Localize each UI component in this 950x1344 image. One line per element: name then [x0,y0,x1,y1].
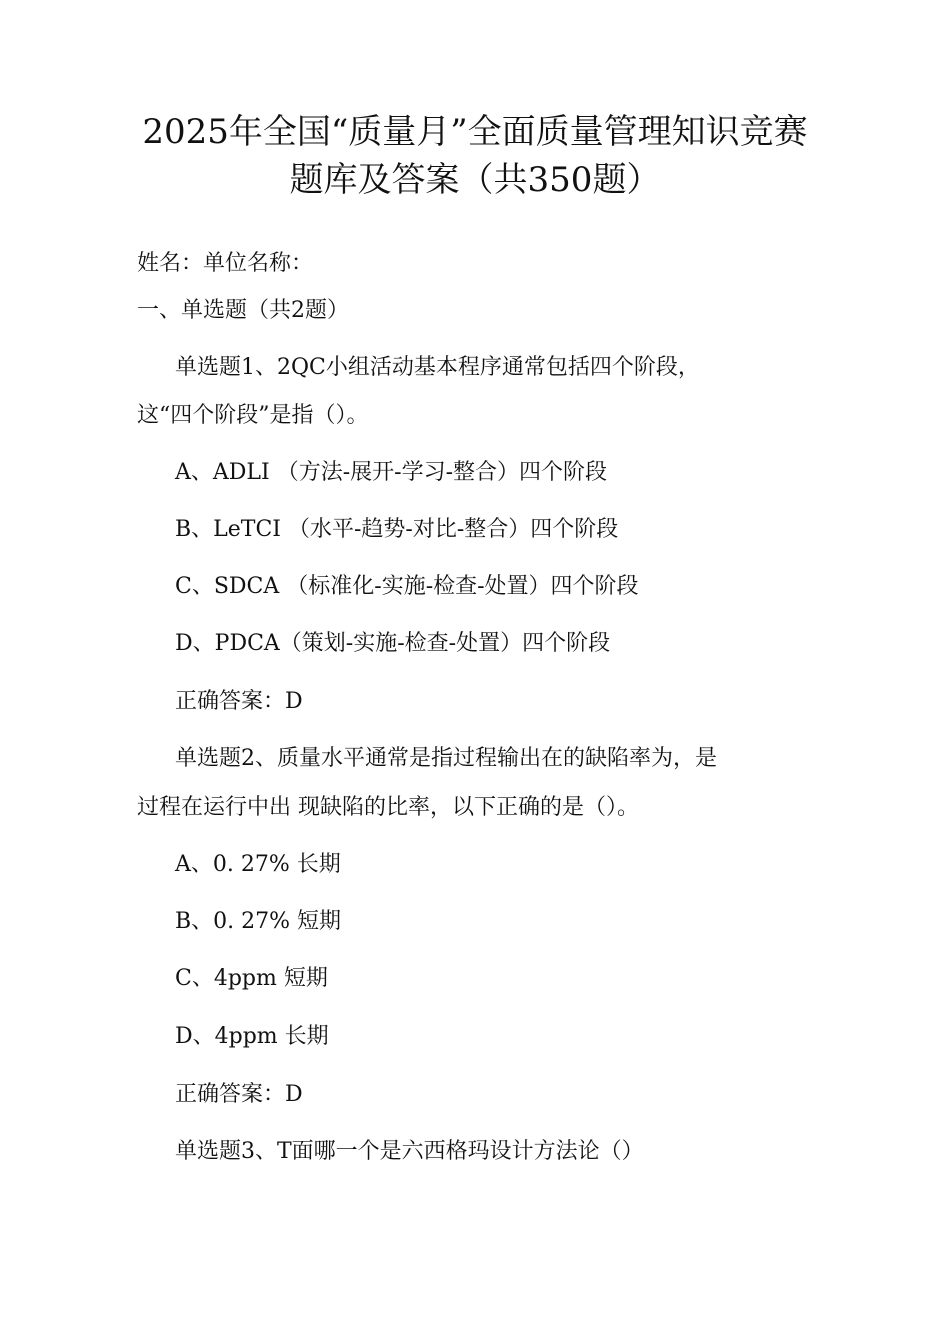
question-1-stem-line-1: 单选题1、2QC小组活动基本程序通常包括四个阶段， [175,355,700,380]
question-1-option-d: D、PDCA（策划-实施-检查-处置）四个阶段 [175,631,611,656]
question-1-option-a: A、ADLI （方法-展开-学习-整合）四个阶段 [175,460,608,485]
question-3-stem-line-1: 单选题3、T面哪一个是六西格玛设计方法论（） [175,1139,644,1164]
document-title-line-1: 2025年全国“质量月”全面质量管理知识竞赛 [142,112,808,152]
question-1-option-c: C、SDCA （标准化-实施-检查-处置）四个阶段 [175,574,639,599]
name-and-unit-line: 姓名：单位名称： [137,251,314,276]
question-2-option-b: B、0. 27% 短期 [175,909,342,934]
section-heading: 一、单选题（共2题） [137,298,349,323]
question-1-option-b: B、LeTCI （水平-趋势-对比-整合）四个阶段 [175,517,619,542]
question-2-stem-line-1: 单选题2、质量水平通常是指过程输出在的缺陷率为，是 [175,746,717,771]
document-title-line-2: 题库及答案（共350题） [289,160,661,200]
question-2-option-a: A、0. 27% 长期 [175,852,341,877]
question-2-stem-line-2: 过程在运行中出 现缺陷的比率，以下正确的是（）。 [137,795,639,820]
question-2-answer: 正确答案：D [175,1082,303,1107]
question-2-option-c: C、4ppm 短期 [175,966,328,991]
question-1-answer: 正确答案：D [175,689,303,714]
question-2-option-d: D、4ppm 长期 [175,1024,329,1049]
question-1-stem-line-2: 这“四个阶段”是指（）。 [137,403,369,428]
